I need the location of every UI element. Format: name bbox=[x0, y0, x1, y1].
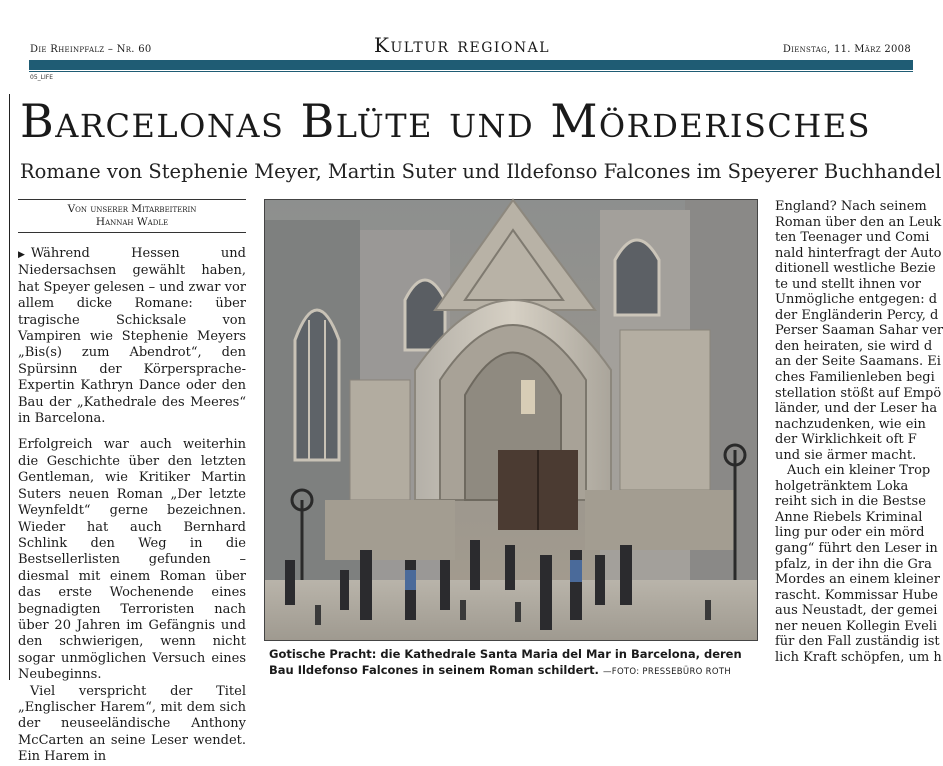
right-column-line: ditionell westliche Bezie bbox=[775, 261, 936, 277]
right-column-line: und sie ärmer macht. bbox=[775, 447, 917, 463]
right-column-line: an der Seite Saamans. Ei bbox=[775, 354, 941, 370]
caption-text: Gotische Pracht: die Kathedrale Santa Maria del Mar in Barcelona, deren Bau Ildefonso Falcones in seinem Roman schildert. bbox=[269, 647, 742, 677]
article-column-left bbox=[18, 246, 246, 766]
right-column-line: stellation stößt auf Empö bbox=[775, 385, 942, 401]
lead-paragraph bbox=[18, 246, 246, 427]
right-column-line: für den Fall zuständig ist bbox=[775, 634, 940, 650]
right-column-line: Auch ein kleiner Trop bbox=[787, 463, 931, 479]
photo-credit: —FOTO: PRESSEBÜRO ROTH bbox=[602, 667, 732, 677]
column-divider bbox=[9, 94, 10, 680]
lead-text: Während Hessen und Niedersachsen gewählt haben, hat Speyer gelesen – und zwar vor allem dicke Romane: über tragische Schicksale von Vampiren wie Stephenie Meyers „Bis(s) zum Abendrot“, den Spürsinn der Körpersprache-Expertin Kathryn Dance oder den Bau der „Kathedrale des Meeres“ in Barcelona. bbox=[18, 246, 246, 427]
right-column-line: rascht. Kommissar Hube bbox=[775, 587, 938, 603]
right-column-line: aus Neustadt, der gemei bbox=[775, 603, 938, 619]
right-column-line: ner neuen Kollegin Eveli bbox=[775, 618, 938, 634]
header-rule-thin bbox=[29, 71, 913, 72]
right-column-line: lich Kraft schöpfen, um h bbox=[775, 649, 942, 665]
cathedral-photo bbox=[264, 199, 758, 641]
right-column-line: der Wirklichkeit oft F bbox=[775, 432, 917, 448]
article-subhead: Romane von Stephenie Meyer, Martin Suter und Ildefonso Falcones im Speyerer Buchhandel bbox=[20, 160, 942, 183]
right-column-line: gang“ führt den Leser in bbox=[775, 541, 938, 557]
right-column-line: Anne Riebels Kriminal bbox=[775, 509, 923, 525]
byline bbox=[18, 199, 246, 233]
right-column-line: Perser Saaman Sahar ver bbox=[775, 323, 943, 339]
right-column-line: Mordes an einem kleiner bbox=[775, 572, 940, 588]
body-paragraph: Viel verspricht der Titel „Englischer Harem“, mit dem sich der neuseeländische Anthony McCarten an seine Leser wendet. Ein Harem in bbox=[18, 683, 246, 765]
right-column-line: holgetränktem Loka bbox=[775, 478, 909, 494]
article-headline: Barcelonas Blüte und Mörderisches bbox=[20, 94, 872, 148]
right-column-line: England? Nach seinem bbox=[775, 199, 927, 214]
triangle-bullet-icon: ▶ bbox=[18, 250, 25, 260]
body-paragraph: Erfolgreich war auch weiterhin die Geschichte über den letzten Gentleman, wie Kritiker Martin Suters neuen Roman „Der letzte Weynfeldt“ gerne bezeichnen. Wieder hat auch Bernhard Schlink den Weg in die Bestsellerlisten gefunden – diesmal mit einem Roman über das erste Wochenende eines begnadigten Terroristen nach über 20 Jahren im Gefängnis und den schwierigen, wenn nicht sogar unmöglichen Versuch eines Neubeginns. bbox=[18, 437, 246, 683]
right-column-line: ling pur oder ein mörd bbox=[775, 525, 925, 541]
right-column-line: nachzudenken, wie ein bbox=[775, 416, 926, 432]
byline-author: Hannah Wadle bbox=[95, 216, 169, 228]
section-title: Kultur regional bbox=[374, 33, 551, 57]
right-column-line: reiht sich in die Bestse bbox=[775, 494, 926, 510]
right-column-line: der Engländerin Percy, d bbox=[775, 307, 939, 323]
article-column-right bbox=[775, 199, 943, 680]
right-column-line: nald hinterfragt der Auto bbox=[775, 245, 942, 261]
newspaper-issue: Die Rheinpfalz – Nr. 60 bbox=[30, 44, 152, 55]
byline-role: Von unserer Mitarbeiterin bbox=[67, 203, 197, 215]
right-column-line: ten Teenager und Comi bbox=[775, 230, 930, 246]
page-tag: 05_LIFE bbox=[30, 74, 53, 81]
issue-date: Dienstag, 11. März 2008 bbox=[782, 44, 911, 55]
right-column-line: Roman über den an Leuk bbox=[775, 214, 942, 230]
photo-caption bbox=[269, 646, 759, 680]
cathedral-illustration bbox=[265, 200, 757, 640]
right-column-line: te und stellt ihnen vor bbox=[775, 276, 921, 292]
right-column-line: länder, und der Leser ha bbox=[775, 401, 938, 417]
right-column-line: den heiraten, sie wird d bbox=[775, 338, 933, 354]
header-rule bbox=[29, 60, 913, 70]
right-column-line: Unmögliche entgegen: d bbox=[775, 292, 938, 308]
right-column-line: pfalz, in der ihn die Gra bbox=[775, 556, 932, 572]
right-column-line: ches Familienleben begi bbox=[775, 370, 935, 386]
